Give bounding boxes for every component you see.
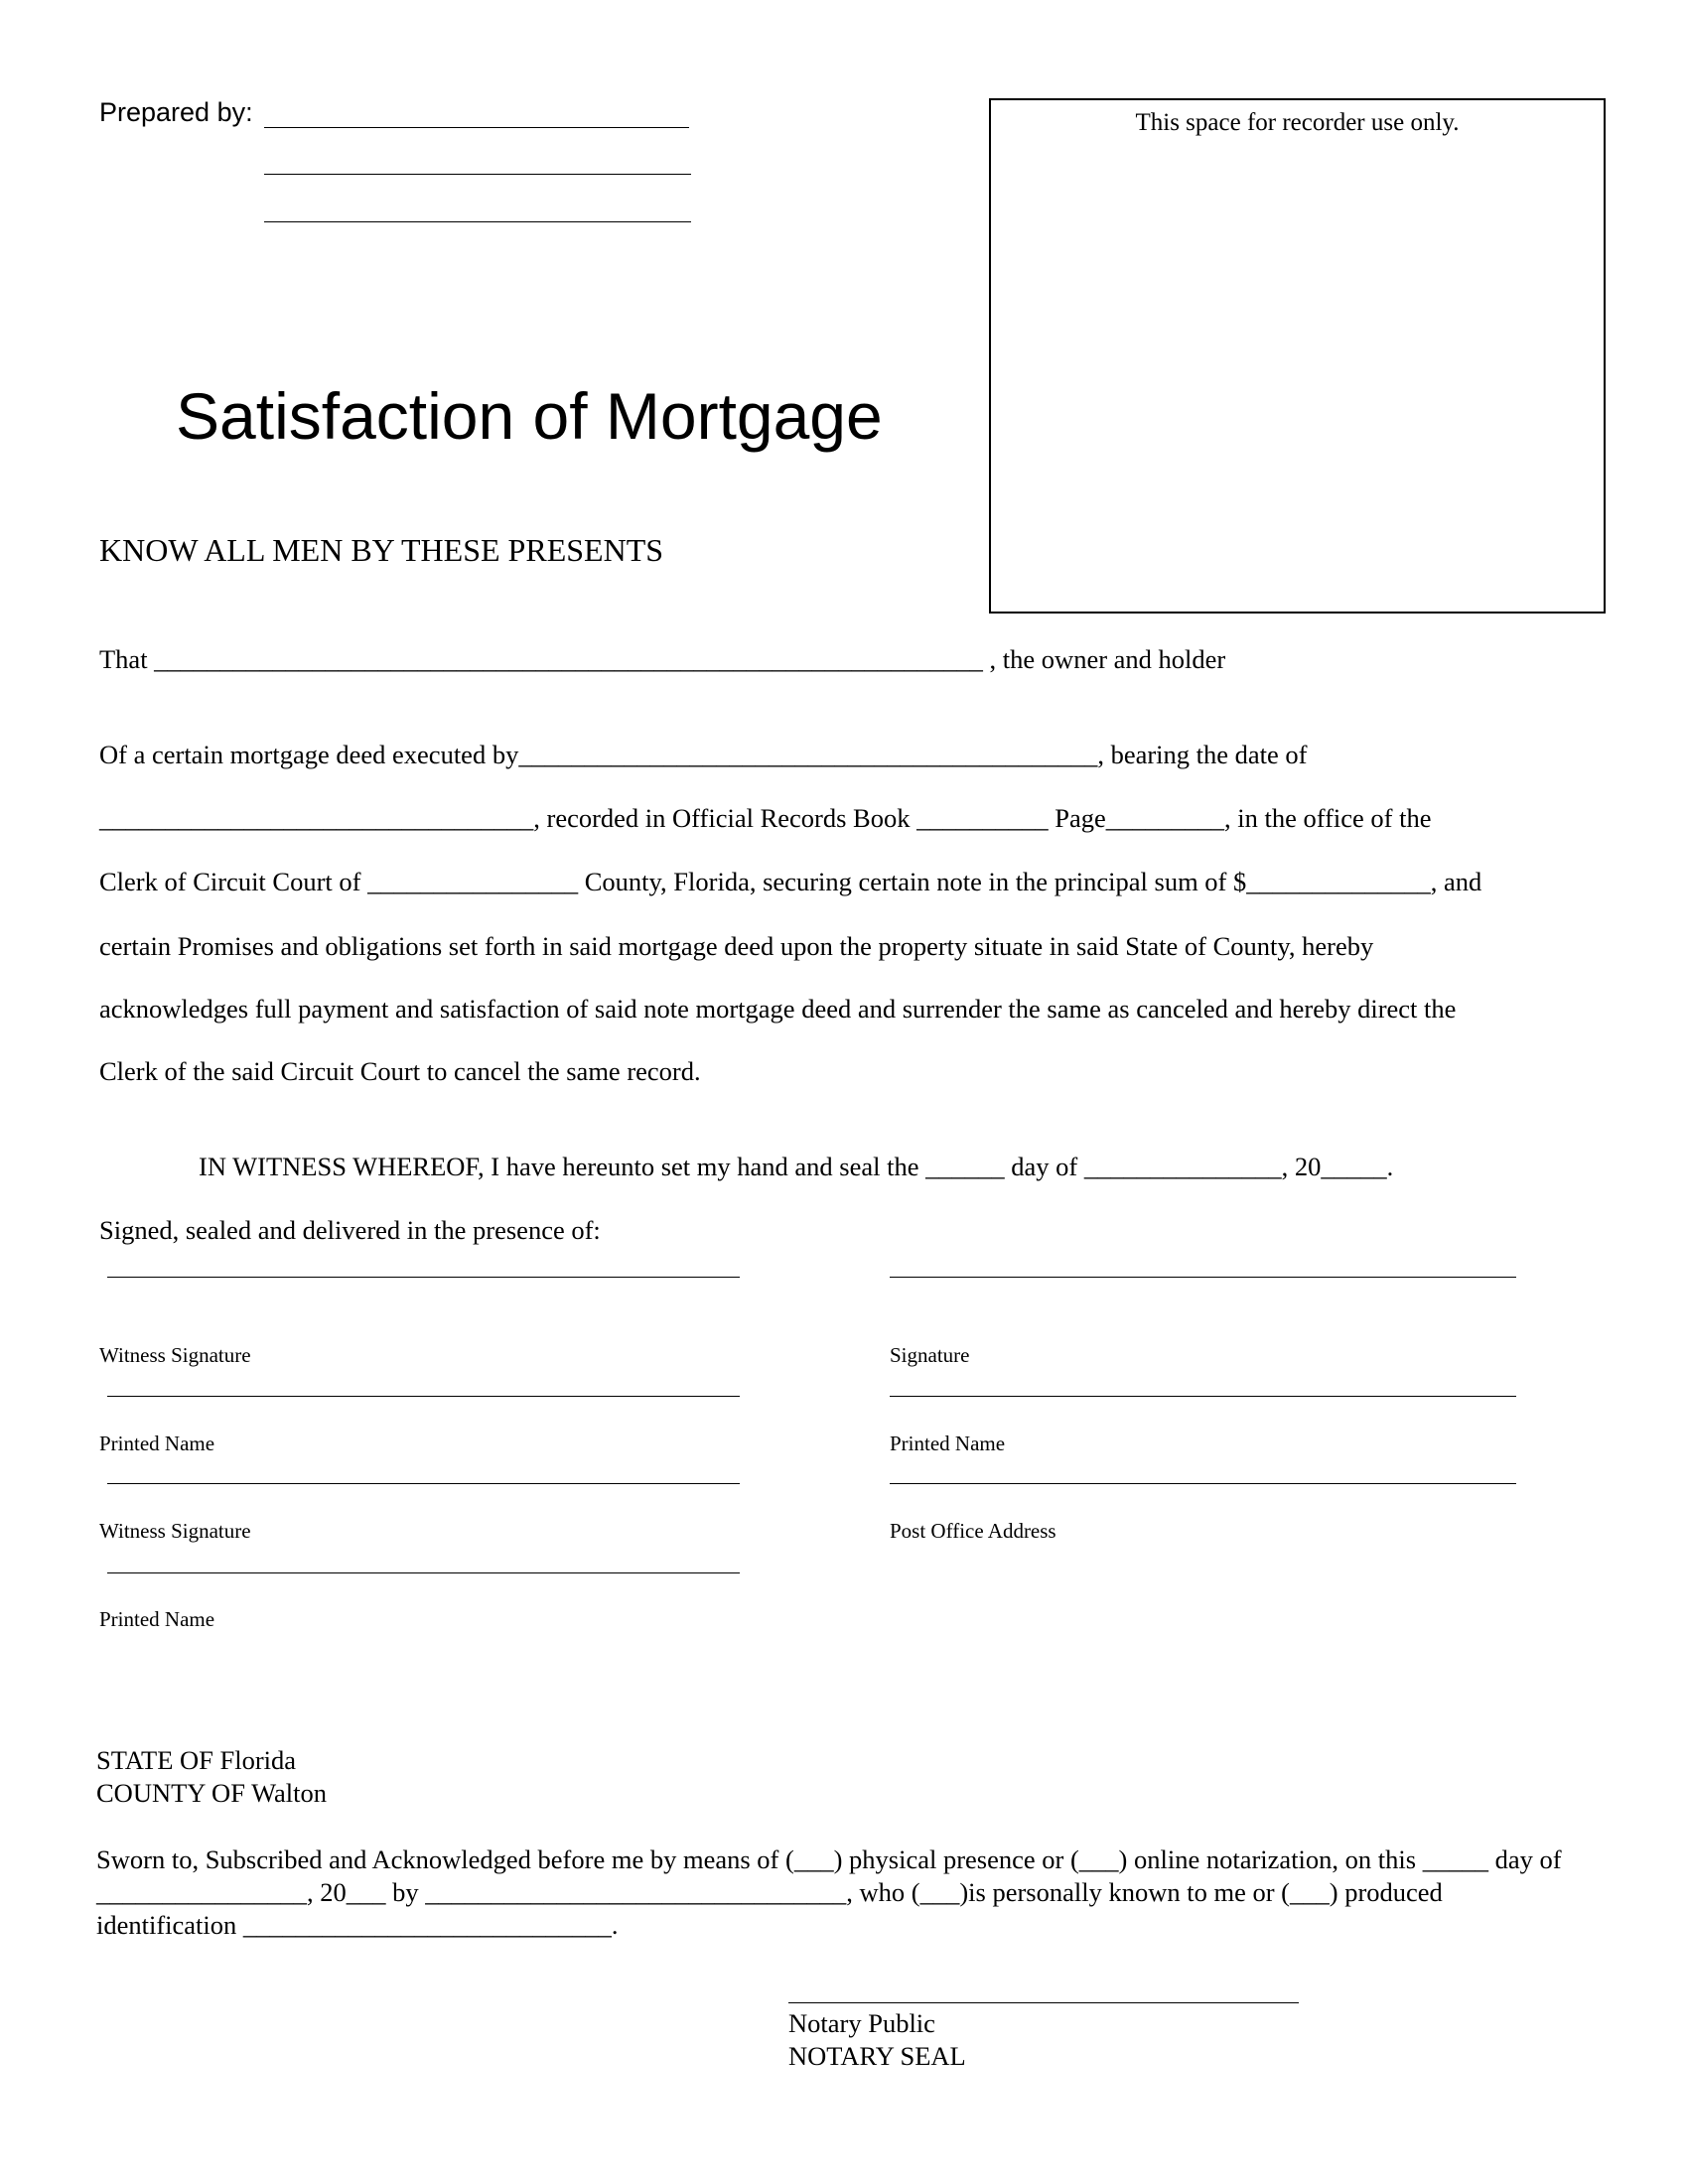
signature-label: Signature bbox=[890, 1343, 970, 1367]
printed-name-label-2: Printed Name bbox=[99, 1607, 215, 1631]
notary-signature-line[interactable] bbox=[788, 2002, 1299, 2003]
paragraph-line-recorded: _________________________________, recorded in Official Records Book __________ Page_________, in the office of the bbox=[99, 803, 1432, 833]
acknowledgment-line-2: ________________, 20___ by ________________________________, who (___)is personally known to me or (___) produced bbox=[96, 1877, 1443, 1907]
printed-name-line-1[interactable] bbox=[107, 1396, 740, 1397]
state-line: STATE OF Florida bbox=[96, 1745, 297, 1775]
paragraph-line-cancel: Clerk of the said Circuit Court to cancel the same record. bbox=[99, 1056, 701, 1086]
witness-signature-label-2: Witness Signature bbox=[99, 1519, 251, 1543]
witness-signature-line-1[interactable] bbox=[107, 1277, 740, 1278]
printed-name-line-2[interactable] bbox=[107, 1572, 740, 1573]
post-office-address-line[interactable] bbox=[890, 1483, 1516, 1484]
acknowledgment-line-1: Sworn to, Subscribed and Acknowledged before me by means of (___) physical presence or (___) online notarization, on this _____ day of bbox=[96, 1844, 1562, 1874]
preamble: KNOW ALL MEN BY THESE PRESENTS bbox=[99, 532, 664, 568]
prepared-by-line-2[interactable] bbox=[264, 174, 691, 175]
recorder-text: This space for recorder use only. bbox=[1135, 109, 1460, 136]
signature-line[interactable] bbox=[890, 1277, 1516, 1278]
notary-seal-label: NOTARY SEAL bbox=[788, 2041, 966, 2071]
recorder-box bbox=[989, 98, 1606, 614]
paragraph-line-acknowledges: acknowledges full payment and satisfaction of said note mortgage deed and surrender the same as canceled and hereby direct the bbox=[99, 994, 1457, 1024]
witness-signature-line-2[interactable] bbox=[107, 1483, 740, 1484]
county-line: COUNTY OF Walton bbox=[96, 1778, 327, 1808]
prepared-by-label: Prepared by: bbox=[99, 97, 253, 127]
witness-whereof-line: IN WITNESS WHEREOF, I have hereunto set my hand and seal the ______ day of _______________, 20_____. bbox=[199, 1152, 1394, 1181]
paragraph-line-that: That _______________________________________________________________ , the owner and holder bbox=[99, 644, 1226, 674]
witness-signature-label-1: Witness Signature bbox=[99, 1343, 251, 1367]
acknowledgment-line-3: identification ____________________________. bbox=[96, 1910, 619, 1940]
printed-name-label-right: Printed Name bbox=[890, 1432, 1006, 1455]
prepared-by-line-1[interactable] bbox=[264, 127, 689, 128]
prepared-by-line-3[interactable] bbox=[264, 221, 691, 222]
paragraph-line-mortgage-deed: Of a certain mortgage deed executed by____________________________________________, bearing the date of bbox=[99, 740, 1308, 769]
notary-public-label: Notary Public bbox=[788, 2008, 935, 2038]
post-office-address-label: Post Office Address bbox=[890, 1519, 1056, 1543]
document-title: Satisfaction of Mortgage bbox=[176, 379, 883, 453]
presence-line: Signed, sealed and delivered in the presence of: bbox=[99, 1215, 601, 1245]
printed-name-line-right[interactable] bbox=[890, 1396, 1516, 1397]
paragraph-line-clerk: Clerk of Circuit Court of ________________ County, Florida, securing certain note in the principal sum of $______________, and bbox=[99, 867, 1482, 896]
paragraph-line-promises: certain Promises and obligations set forth in said mortgage deed upon the property situate in said State of County, hereby bbox=[99, 931, 1374, 961]
printed-name-label-1: Printed Name bbox=[99, 1432, 215, 1455]
